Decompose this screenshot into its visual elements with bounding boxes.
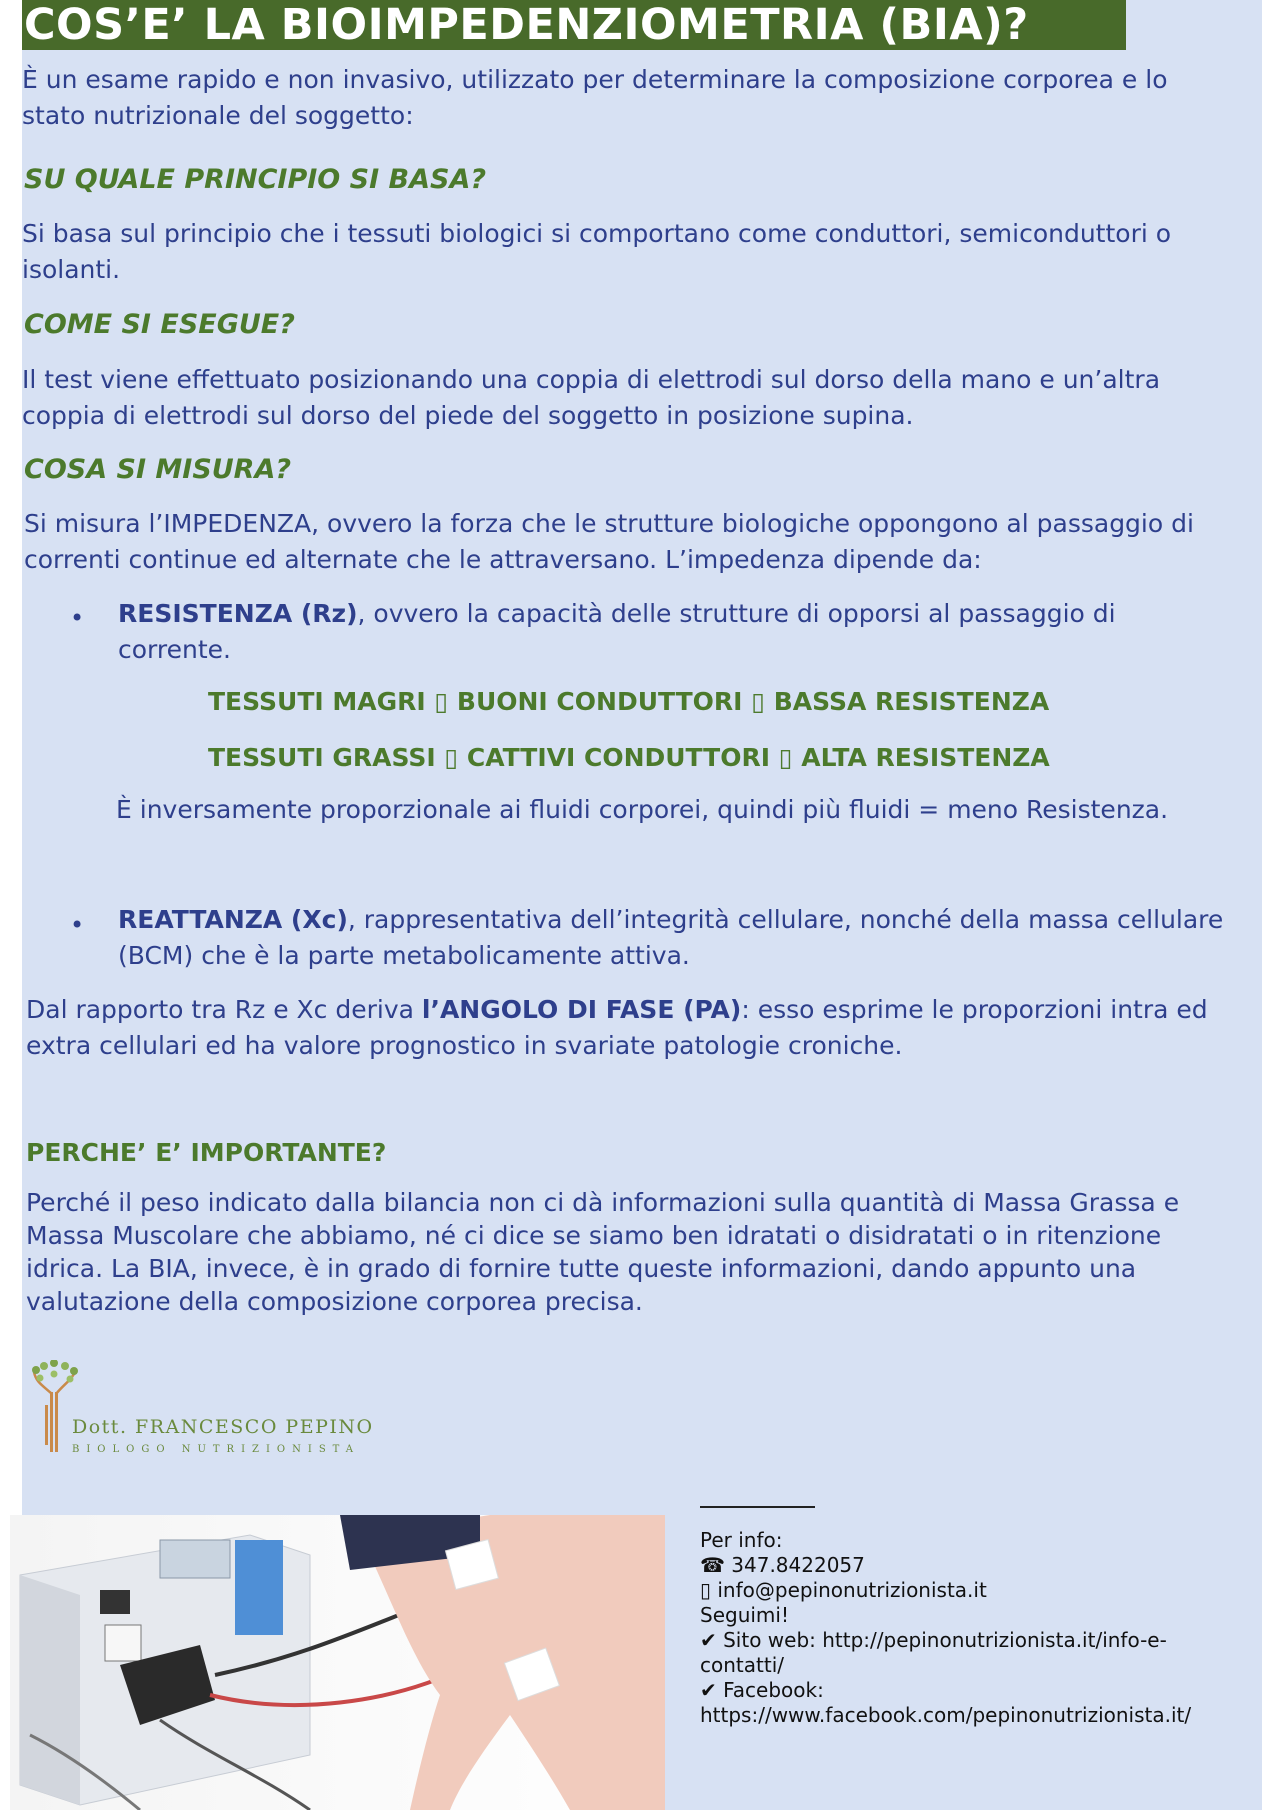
heading-importance: PERCHE’ E’ IMPORTANTE? [26,1138,387,1167]
contact-label: Per info: [700,1528,783,1552]
intro-text: È un esame rapido e non invasivo, utilizzato per determinare la composizione corporea e lo stato nutrizionale del soggetto: [22,65,1168,130]
page-title: COS’E’ LA BIOIMPEDENZIOMETRIA (BIA)? [22,0,1126,50]
importance-text: Perché il peso indicato dalla bilancia non ci dà informazioni sulla quantità di Massa Grassa e Massa Muscolare che abbiamo, né ci dice se siamo ben idratati o disidratati o in ritenzione idrica. La BIA, invece, è in grado di fornire tutte queste informazioni, dando appunto una valutazione della composizione corporea precisa. [26,1188,1180,1316]
separator-glyph: ▯ [778,743,793,772]
phase-suffix: : esso esprime le proporzioni intra ed extra cellulari ed ha valore prognostico in svariate patologie croniche. [26,995,1208,1060]
heading-measure: COSA SI MISURA? [24,454,292,485]
measure-text: Si misura l’IMPEDENZA, ovvero la forza che le strutture biologiche oppongono al passaggio di correnti continue ed alternate che le attraversano. L’impedenza dipende da: [24,509,1194,574]
contact-facebook-link[interactable]: https://www.facebook.com/pepinonutrizionista.it/ [700,1703,1192,1727]
logo-subtitle: BIOLOGO NUTRIZIONISTA [72,1444,361,1455]
reactance-text: , rappresentativa dell’integrità cellulare, nonché della massa cellulare (BCM) che è la parte metabolicamente attiva. [118,905,1224,970]
heading-principle: SU QUALE PRINCIPIO SI BASA? [24,164,487,195]
reactance-term: REATTANZA (Xc) [118,905,348,934]
execution-text: Il test viene effettuato posizionando una coppia di elettrodi sul dorso della mano e un’altra coppia di elettrodi sul dorso del piede del soggetto in posizione supina. [22,365,1161,430]
resistance-line-fat [208,740,1050,776]
resistance-term: RESISTENZA (Rz) [118,599,358,628]
heading-execution: COME SI ESEGUE? [24,309,295,340]
reactance-item [118,902,1258,974]
resistance-text: , ovvero la capacità delle strutture di opporsi al passaggio di corrente. [118,599,1116,664]
phase-term: l’ANGOLO DI FASE (PA) [421,995,742,1024]
contact-email[interactable]: ▯ info@pepinonutrizionista.it [700,1578,987,1602]
resistance-line-lean [208,684,1049,720]
resistance-item [118,596,1198,668]
fat-tissue-label: TESSUTI GRASSI [208,743,436,772]
phase-angle-text [26,992,1266,1064]
contact-website[interactable]: ✔ Sito web: http://pepinonutrizionista.it/info-e-contatti/ [700,1628,1167,1677]
contact-follow: Seguimi! [700,1603,789,1627]
bad-conductors-label: CATTIVI CONDUTTORI [466,743,771,772]
separator-glyph: ▯ [751,687,765,716]
phase-prefix: Dal rapporto tra Rz e Xc deriva [26,995,422,1024]
separator-glyph: ▯ [444,743,459,772]
contact-block [700,1506,1260,1728]
low-resistance-label: BASSA RESISTENZA [773,687,1050,716]
logo-name: Dott. FRANCESCO PEPINO [72,1416,374,1438]
high-resistance-label: ALTA RESISTENZA [801,743,1050,772]
lean-tissue-label: TESSUTI MAGRI [208,687,426,716]
contact-divider [700,1506,815,1508]
contact-phone[interactable]: ☎ 347.8422057 [700,1553,865,1577]
resistance-note: È inversamente proporzionale ai fluidi corporei, quindi più fluidi = meno Resistenza. [116,795,1169,824]
bia-device-photo [10,1515,665,1810]
principle-text: Si basa sul principio che i tessuti biologici si comportano come conduttori, semiconduttori o isolanti. [22,219,1172,284]
bullet-marker: • [70,911,85,939]
contact-facebook-label: ✔ Facebook: [700,1678,824,1702]
good-conductors-label: BUONI CONDUTTORI [456,687,743,716]
logo [30,1360,390,1470]
separator-glyph: ▯ [434,687,449,716]
bullet-marker: • [70,604,85,632]
